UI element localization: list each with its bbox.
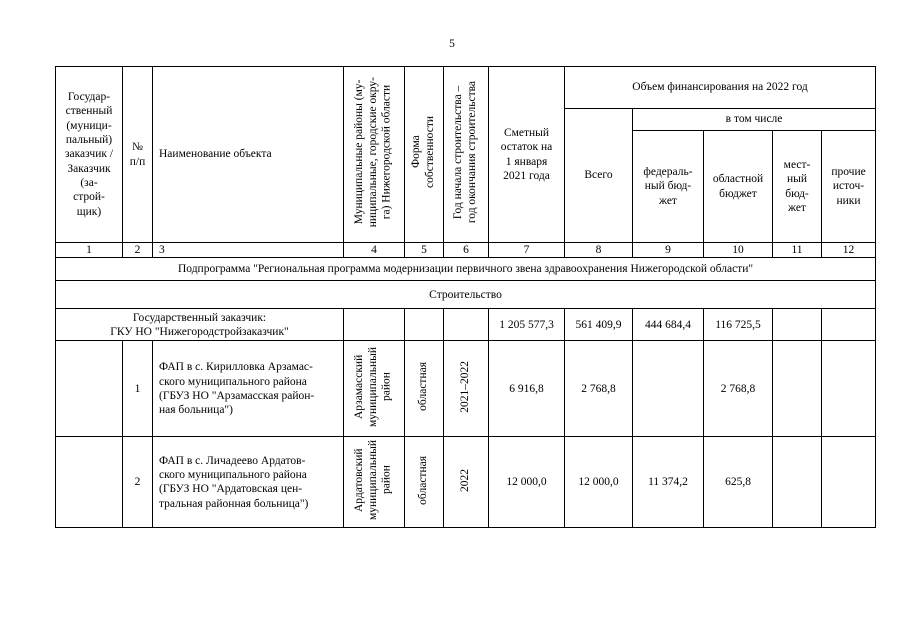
customer-regional: 116 725,5 [704, 309, 773, 341]
customer-label: Государственный заказчик: ГКУ НО "Нижегородстройзаказчик" [56, 309, 344, 341]
subprogram-title: Подпрограмма "Региональная программа модернизации первичного звена здравоохранения Нижегородской области" [56, 258, 876, 281]
table-row [56, 437, 876, 528]
customer-district [344, 309, 405, 341]
row-ownership: областная [405, 341, 444, 437]
col-number: 8 [565, 243, 633, 258]
header-object-name: Наименование объекта [153, 67, 344, 243]
row-district: Арзамасский муниципальный район [344, 341, 405, 437]
page-number: 5 [449, 38, 455, 50]
row-number: 1 [123, 341, 153, 437]
customer-row [56, 309, 876, 341]
customer-total: 561 409,9 [565, 309, 633, 341]
row-federal [633, 341, 704, 437]
col-number: 2 [123, 243, 153, 258]
col-number: 12 [822, 243, 876, 258]
row-years: 2022 [444, 437, 489, 528]
row-regional: 625,8 [704, 437, 773, 528]
row-ownership: областная [405, 437, 444, 528]
col-number: 10 [704, 243, 773, 258]
customer-local [773, 309, 822, 341]
row-local [773, 341, 822, 437]
header-other: прочие источ- ники [822, 131, 876, 243]
col-number: 5 [405, 243, 444, 258]
col-number: 9 [633, 243, 704, 258]
row-local [773, 437, 822, 528]
row-customer [56, 341, 123, 437]
col-number: 4 [344, 243, 405, 258]
col-number: 1 [56, 243, 123, 258]
row-other [822, 341, 876, 437]
row-years: 2021–2022 [444, 341, 489, 437]
section-title: Строительство [56, 281, 876, 309]
header-years: Год начала строительства – год окончания строительства [444, 67, 489, 243]
row-total: 2 768,8 [565, 341, 633, 437]
row-estimate: 12 000,0 [489, 437, 565, 528]
header-number: № п/п [123, 67, 153, 243]
header-customer: Государ- ственный (муници- пальный) заказчик / Заказчик (за- строй- щик) [56, 67, 123, 243]
row-customer [56, 437, 123, 528]
header-districts: Муниципальные районы (му- ниципальные, городские окру- га) Нижегородской области [344, 67, 405, 243]
row-district: Ардатовский муниципальный район [344, 437, 405, 528]
header-total: Всего [565, 109, 633, 243]
header-estimate: Сметный остаток на 1 января 2021 года [489, 67, 565, 243]
col-number: 7 [489, 243, 565, 258]
row-federal: 11 374,2 [633, 437, 704, 528]
row-total: 12 000,0 [565, 437, 633, 528]
row-object-name: ФАП в с. Личадеево Ардатов- ского муниципального района (ГБУЗ НО "Ардатовская цен- тральная районная больница") [153, 437, 344, 528]
row-number: 2 [123, 437, 153, 528]
column-numbers-row [56, 243, 876, 258]
customer-other [822, 309, 876, 341]
financing-table [55, 66, 876, 528]
customer-years [444, 309, 489, 341]
row-estimate: 6 916,8 [489, 341, 565, 437]
customer-ownership [405, 309, 444, 341]
row-regional: 2 768,8 [704, 341, 773, 437]
header-local: мест- ный бюд- жет [773, 131, 822, 243]
header-ownership: Форма собственности [405, 67, 444, 243]
row-object-name: ФАП в с. Кирилловка Арзамас- ского муниципального района (ГБУЗ НО "Арзамасская район- ная больница") [153, 341, 344, 437]
col-number: 3 [153, 243, 344, 258]
col-number: 6 [444, 243, 489, 258]
customer-federal: 444 684,4 [633, 309, 704, 341]
header-regional: областной бюджет [704, 131, 773, 243]
table-row [56, 341, 876, 437]
header-including: в том числе [633, 109, 876, 131]
header-funding: Объем финансирования на 2022 год [565, 67, 876, 109]
row-other [822, 437, 876, 528]
customer-estimate: 1 205 577,3 [489, 309, 565, 341]
col-number: 11 [773, 243, 822, 258]
header-federal: федераль- ный бюд- жет [633, 131, 704, 243]
